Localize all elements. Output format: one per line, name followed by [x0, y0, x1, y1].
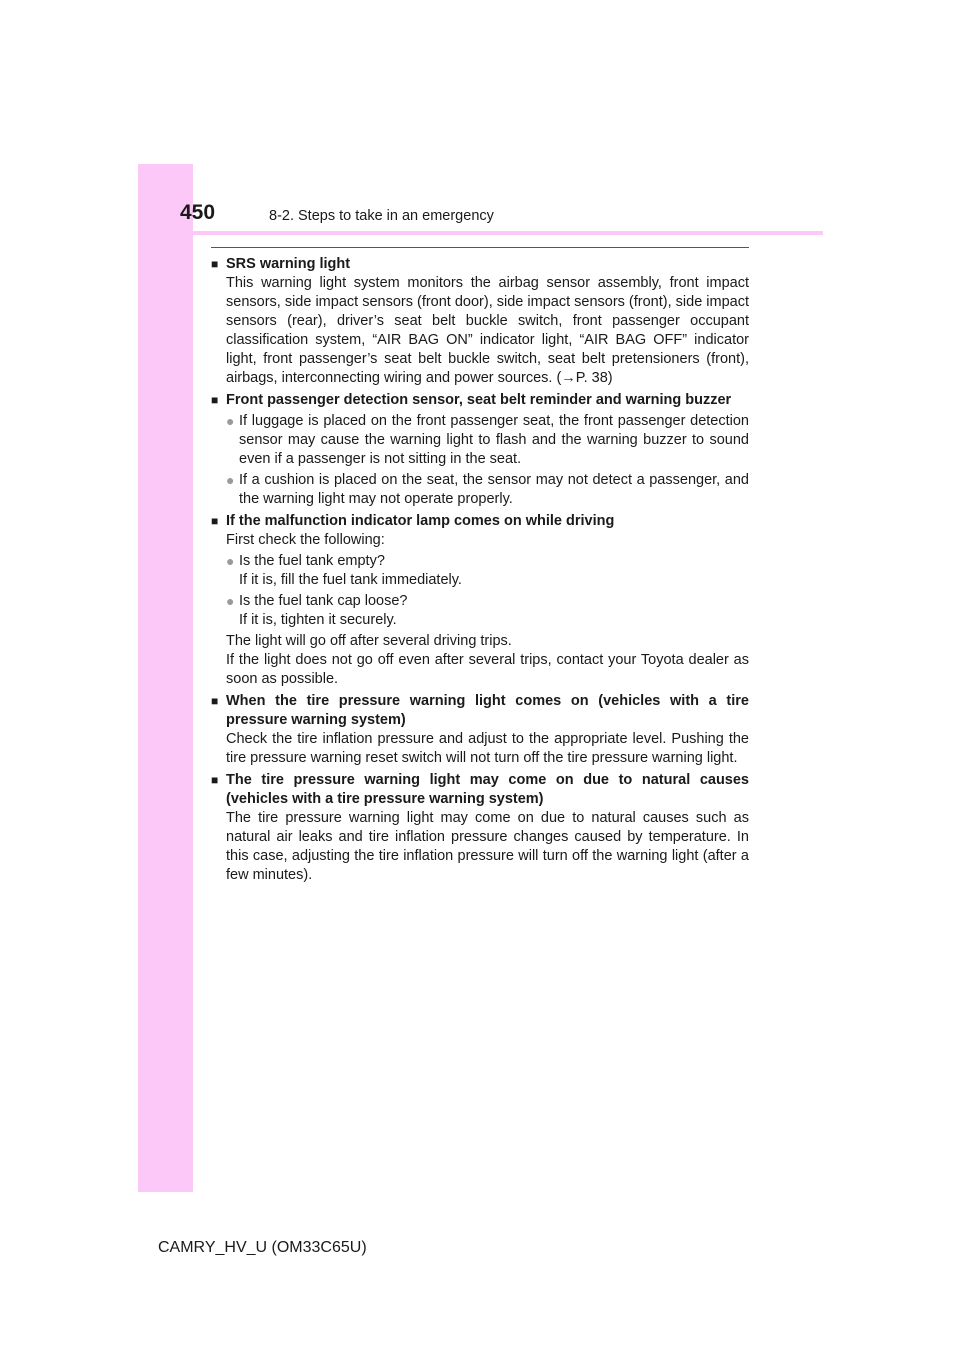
- header-rule: [193, 231, 823, 235]
- paragraph: This warning light system monitors the airbag sensor assembly, front impact sensors, side impact sensors (front door), side impact sensors (front), side impact sensors (rear), driver’s seat belt buckle switch, front passenger occupant classification system, “AIR BAG ON” indicator light, “AIR BAG OFF” indicator light, front passenger’s seat belt buckle switch, seat belt pretensioners (front), airbags, interconnecting wiring and power sources. (→P. 38): [226, 275, 749, 386]
- list-item-answer: If it is, tighten it securely.: [239, 612, 397, 628]
- section-title: 8-2. Steps to take in an emergency: [269, 208, 494, 224]
- list-item-question: Is the fuel tank empty?: [239, 553, 385, 569]
- square-bullet-icon: ■: [211, 393, 219, 407]
- list-item-text: If luggage is placed on the front passenger seat, the front passenger detection sensor may cause the warning light to flash and the warning buzzer to sound even if a passenger is not sitting in the seat.: [239, 413, 749, 467]
- section-heading: SRS warning light: [226, 256, 351, 272]
- section-heading: Front passenger detection sensor, seat belt reminder and warning buzzer: [226, 392, 732, 408]
- list-item-answer: If it is, fill the fuel tank immediately.: [239, 572, 462, 588]
- front-passenger-sensor-section: [211, 391, 749, 509]
- chapter-side-tab: [138, 164, 193, 1192]
- tire-pressure-warning-section: [211, 692, 749, 768]
- paragraph: The tire pressure warning light may come on due to natural causes such as natural air leaks and tire inflation pressure changes caused by temperature. In this case, adjusting the tire inflation pressure will turn off the warning light (after a few minutes).: [226, 810, 749, 883]
- square-bullet-icon: ■: [211, 514, 219, 528]
- circle-bullet-icon: ●: [226, 593, 235, 609]
- list-item: [226, 412, 749, 469]
- paragraph: The light will go off after several driving trips.: [226, 633, 512, 649]
- circle-bullet-icon: ●: [226, 413, 235, 429]
- square-bullet-icon: ■: [211, 257, 219, 271]
- paragraph: Check the tire inflation pressure and adjust to the appropriate level. Pushing the tire pressure warning reset switch will not turn off the tire pressure warning light.: [226, 731, 749, 766]
- list-item: [226, 552, 749, 590]
- srs-warning-light-section: [211, 255, 749, 388]
- content-rule: [211, 247, 749, 248]
- paragraph: If the light does not go off even after several trips, contact your Toyota dealer as soon as possible.: [226, 652, 749, 687]
- main-content: [211, 255, 749, 888]
- page-number: 450: [180, 201, 216, 224]
- list-item-text: If a cushion is placed on the seat, the sensor may not detect a passenger, and the warning light may not operate properly.: [239, 472, 749, 507]
- section-heading: When the tire pressure warning light comes on (vehicles with a tire pressure warning system): [226, 693, 749, 728]
- tire-pressure-natural-causes-section: [211, 771, 749, 885]
- paragraph: First check the following:: [226, 532, 385, 548]
- circle-bullet-icon: ●: [226, 472, 235, 488]
- square-bullet-icon: ■: [211, 694, 219, 708]
- document-footer: CAMRY_HV_U (OM33C65U): [158, 1239, 367, 1256]
- list-item-question: Is the fuel tank cap loose?: [239, 593, 408, 609]
- circle-bullet-icon: ●: [226, 553, 235, 569]
- section-heading: The tire pressure warning light may come on due to natural causes (vehicles with a tire pressure warning system): [226, 772, 749, 807]
- list-item: [226, 471, 749, 509]
- section-heading: If the malfunction indicator lamp comes on while driving: [226, 513, 615, 529]
- square-bullet-icon: ■: [211, 773, 219, 787]
- list-item: [226, 592, 749, 630]
- malfunction-indicator-section: [211, 512, 749, 689]
